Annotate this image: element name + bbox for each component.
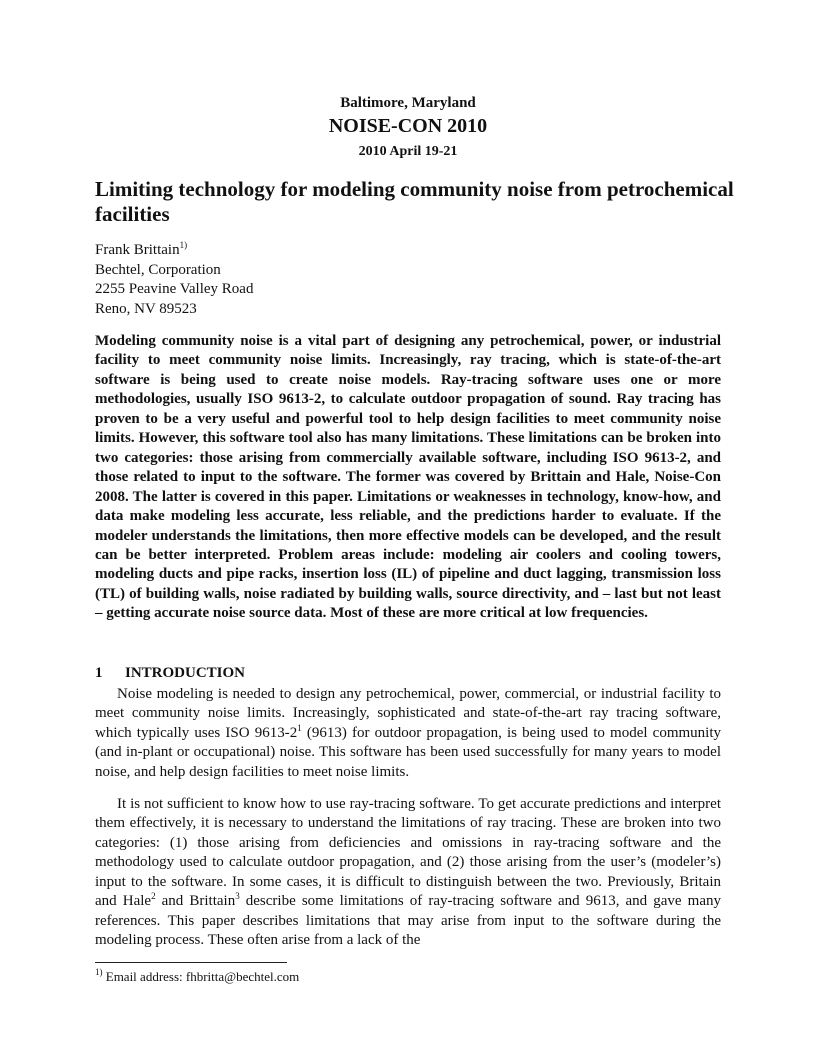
section-heading xyxy=(95,665,245,682)
text-run: It is not sufficient to know how to use ray-tracing software. To get accurate predictions and interpret them effectively, it is necessary to understand the limitations of ray tracing. These are broken into two categories: (1) those arising from deficiencies and omissions in ray-tracing software and the methodology used to calculate outdoor propagation, and (2) those arising from the user’s (modeler’s) input to the software. In some cases, it is difficult to distinguish between the two. Previously, Britain and Hale xyxy=(95,796,721,910)
section-title: INTRODUCTION xyxy=(125,665,246,681)
section-number: 1 xyxy=(95,665,103,681)
text-run: (9613) for outdoor propagation, is being used to model community (and in-plant or occupational) noise. This software has been used successfully for many years to model noise, and help design facilities to meet noise limits. xyxy=(95,724,721,780)
author-footnote-mark: 1) xyxy=(179,240,188,250)
text-run: and Brittain xyxy=(155,893,236,910)
text-run: describe some limitations of ray-tracing software and 9613, and gave many references. This paper describes limitations that may arise from input to the software during the modeling process. These often arise from a lack of the xyxy=(95,893,721,949)
author-street: 2255 Peavine Valley Road xyxy=(95,281,254,297)
reference-mark: 1 xyxy=(297,722,302,733)
intro-paragraph-2 xyxy=(95,795,721,951)
text-run: Noise modeling is needed to design any petrochemical, power, commercial, or industrial facility to meet community noise limits. Increasingly, sophisticated and state-of-the-art ray tracing software, which typically uses ISO 9613-2 xyxy=(95,686,721,741)
abstract: Modeling community noise is a vital part of designing any petrochemical, power, or industrial facility to meet community noise limits. Increasingly, ray tracing, which is state-of-the-art software is being used to create noise models. Ray-tracing software uses one or more methodologies, usually ISO 9613-2, to calculate outdoor propagation of sound. Ray tracing has proven to be a very useful and powerful tool to help design facilities to meet community noise limits. However, this software tool also has many limitations. These limitations can be broken into two categories: those arising from commercially available software, including ISO 9613-2, and those related to input to the software. The former was covered by Brittain and Hale, Noise-Con 2008. The latter is covered in this paper. Limitations or weaknesses in technology, know-how, and data make modeling less accurate, less reliable, and the predictions harder to evaluate. If the modeler understands the limitations, then more effective models can be developed, and the result can be better interpreted. Problem areas include: modeling air coolers and cooling towers, modeling ducts and pipe racks, insertion loss (IL) of pipeline and duct lagging, transmission loss (TL) of building walls, noise radiated by building walls, source directivity, and – last but not least – getting accurate noise source data. Most of these are more critical at low frequencies. xyxy=(95,333,721,622)
footnote-text: Email address: fhbritta@bechtel.com xyxy=(102,969,300,984)
footnote xyxy=(95,969,299,985)
reference-mark: 3 xyxy=(235,891,240,902)
conference-dates: 2010 April 19-21 xyxy=(358,144,458,159)
author-name: Frank Brittain xyxy=(95,242,180,258)
author-name-line xyxy=(95,241,595,261)
reference-mark: 2 xyxy=(151,891,156,902)
conference-location: Baltimore, Maryland xyxy=(340,95,476,111)
author-block xyxy=(95,241,595,319)
footnote-mark: 1) xyxy=(95,967,103,977)
author-city: Reno, NV 89523 xyxy=(95,300,197,317)
footnote-divider xyxy=(95,962,287,963)
author-company: Bechtel, Corporation xyxy=(95,261,221,278)
intro-paragraph-1 xyxy=(95,685,721,782)
conference-name: NOISE-CON 2010 xyxy=(328,115,488,137)
paper-title: Limiting technology for modeling community noise from petrochemical facilities xyxy=(95,177,734,226)
